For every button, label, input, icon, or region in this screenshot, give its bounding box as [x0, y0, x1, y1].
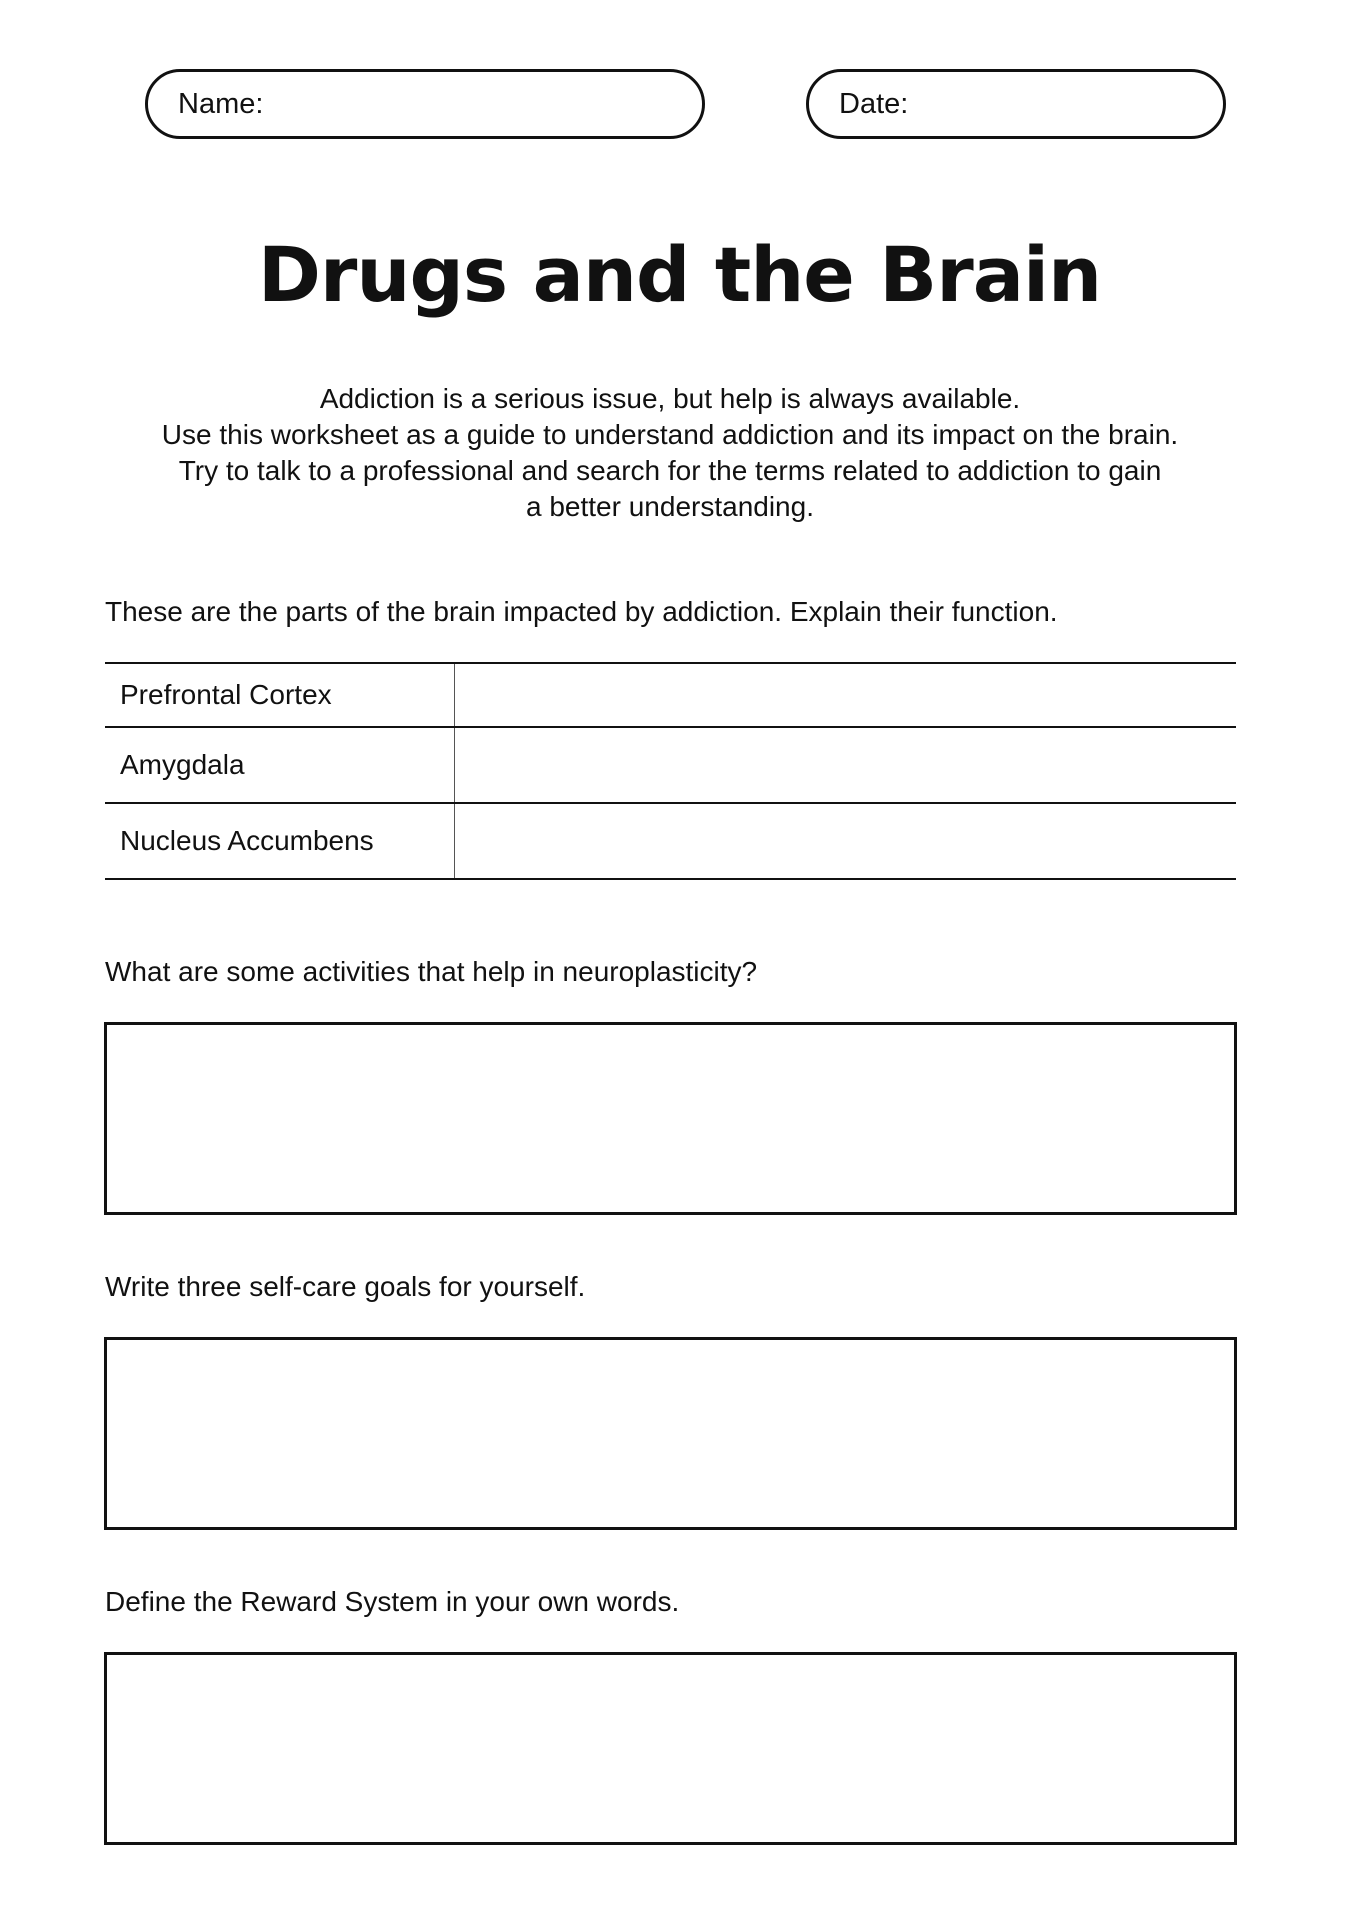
intro-line: a better understanding.: [526, 491, 814, 522]
name-label: Name:: [178, 87, 264, 120]
name-field[interactable]: [145, 69, 705, 139]
question-neuroplasticity: What are some activities that help in neuroplasticity?: [105, 956, 758, 987]
question-reward-system: Define the Reward System in your own words.: [105, 1586, 680, 1617]
date-field[interactable]: [806, 69, 1226, 139]
table-row: [105, 803, 1236, 879]
function-answer-cell[interactable]: [455, 803, 1237, 879]
table-row: [105, 663, 1236, 727]
brain-part-label: Nucleus Accumbens: [105, 803, 455, 879]
intro-line: Try to talk to a professional and search for the terms related to addiction to gain: [178, 455, 1162, 486]
brain-parts-table: [105, 662, 1236, 880]
intro-line: Use this worksheet as a guide to understand addiction and its impact on the brain.: [161, 419, 1179, 450]
answer-box-neuroplasticity[interactable]: [104, 1022, 1237, 1215]
function-answer-cell[interactable]: [455, 663, 1237, 727]
brain-part-label: Amygdala: [105, 727, 455, 803]
brain-parts-prompt: These are the parts of the brain impacted by addiction. Explain their function.: [105, 596, 1058, 627]
intro-text: [60, 381, 1280, 525]
brain-part-label: Prefrontal Cortex: [105, 663, 455, 727]
intro-line: Addiction is a serious issue, but help is always available.: [319, 383, 1021, 414]
table-row: [105, 727, 1236, 803]
answer-box-self-care[interactable]: [104, 1337, 1237, 1530]
answer-box-reward-system[interactable]: [104, 1652, 1237, 1845]
date-label: Date:: [839, 87, 909, 120]
question-self-care: Write three self-care goals for yourself.: [105, 1271, 586, 1302]
function-answer-cell[interactable]: [455, 727, 1237, 803]
page-title: Drugs and the Brain: [257, 230, 1102, 319]
